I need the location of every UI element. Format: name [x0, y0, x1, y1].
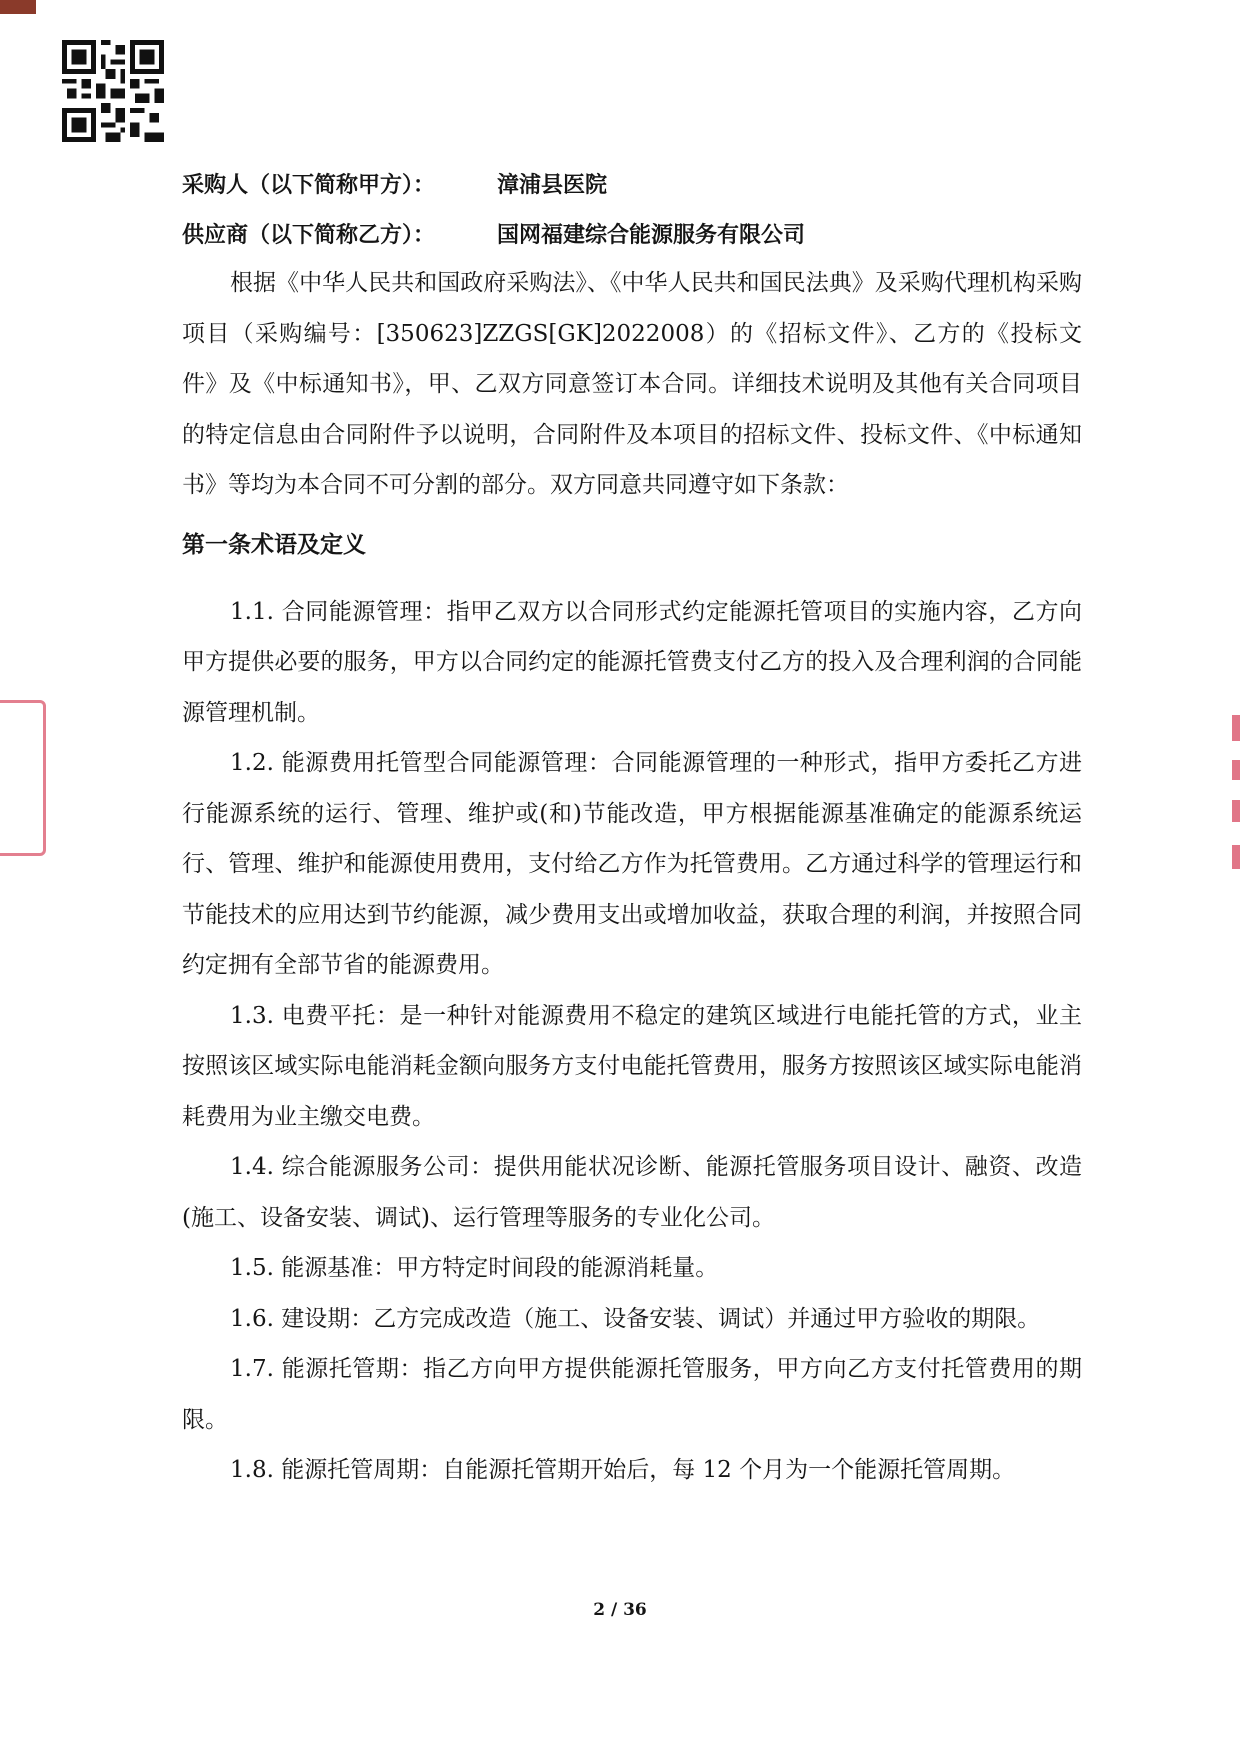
- clause-1-1: 1.1. 合同能源管理：指甲乙双方以合同形式约定能源托管项目的实施内容，乙方向甲方提供必要的服务，甲方以合同约定的能源托管费支付乙方的投入及合理利润的合同能源管理机制。: [182, 598, 1082, 726]
- supplier-name: 国网福建综合能源服务有限公司: [497, 221, 806, 248]
- clause-1-7: 1.7. 能源托管期：指乙方向甲方提供能源托管服务，甲方向乙方支付托管费用的期限。: [182, 1356, 1082, 1433]
- qr-code-icon: [60, 40, 166, 142]
- clause-1-4: 1.4. 综合能源服务公司：提供用能状况诊断、能源托管服务项目设计、融资、改造(施工、设备安装、调试)、运行管理等服务的专业化公司。: [182, 1154, 1082, 1231]
- purchaser-row: [182, 158, 1082, 208]
- clause-1-5: 1.5. 能源基准：甲方特定时间段的能源消耗量。: [230, 1255, 719, 1281]
- red-seal-stamp: [0, 700, 46, 856]
- seal-edge-mark: [1232, 800, 1240, 822]
- clause-1-3: 1.3. 电费平托：是一种针对能源费用不稳定的建筑区域进行电能托管的方式，业主按照该区域实际电能消耗金额向服务方支付电能托管费用，服务方按照该区域实际电能消耗费用为业主缴交电费。: [182, 1002, 1082, 1130]
- purchaser-label: 采购人（以下简称甲方）：: [182, 171, 436, 198]
- section-title: 第一条术语及定义: [182, 530, 366, 558]
- clause-1-2: 1.2. 能源费用托管型合同能源管理：合同能源管理的一种形式，指甲方委托乙方进行能源系统的运行、管理、维护或(和)节能改造，甲方根据能源基准确定的能源系统运行、管理、维护和能源使用费用，支付给乙方作为托管费用。乙方通过科学的管理运行和节能技术的应用达到节约能源，减少费用支出或增加收益，获取合理的利润，并按照合同约定拥有全部节省的能源费用。: [182, 750, 1082, 978]
- clause-1-6: 1.6. 建设期：乙方完成改造（施工、设备安装、调试）并通过甲方验收的期限。: [230, 1305, 1041, 1332]
- scan-corner-mark: [0, 0, 36, 14]
- purchaser-name: 漳浦县医院: [497, 171, 608, 198]
- seal-edge-mark: [1232, 845, 1240, 869]
- intro-paragraph: 根据《中华人民共和国政府采购法》、《中华人民共和国民法典》及采购代理机构采购项目（采购编号：[350623]ZZGS[GK]2022008）的《招标文件》、乙方的《投标文件》及《中标通知书》，甲、乙双方同意签订本合同。详细技术说明及其他有关合同项目的特定信息由合同附件予以说明，合同附件及本项目的招标文件、投标文件、《中标通知书》等均为本合同不可分割的部分。双方同意共同遵守如下条款：: [182, 270, 1082, 498]
- seal-edge-mark: [1232, 715, 1240, 741]
- seal-edge-mark: [1232, 760, 1240, 780]
- clause-1-8: 1.8. 能源托管周期：自能源托管期开始后，每 12 个月为一个能源托管周期。: [230, 1457, 1016, 1483]
- supplier-label: 供应商（以下简称乙方）：: [182, 221, 436, 248]
- page-number: 2 / 36: [593, 1600, 647, 1620]
- supplier-row: [182, 208, 1082, 258]
- contract-body: [182, 158, 1082, 1496]
